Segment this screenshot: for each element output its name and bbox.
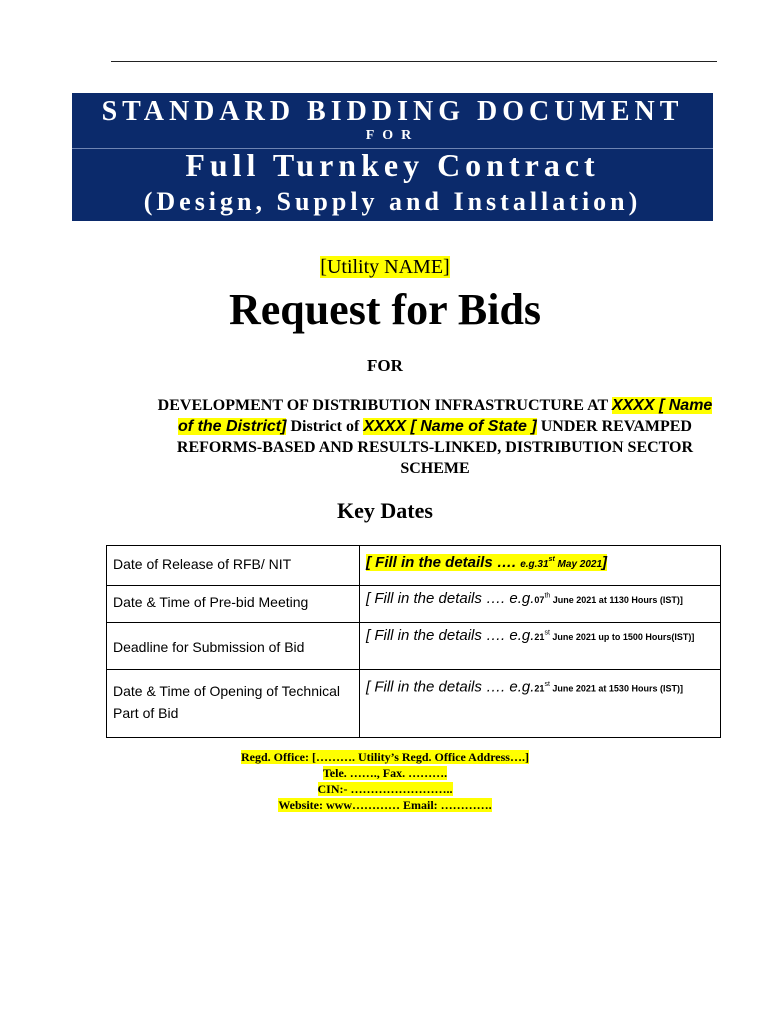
row-label: Date & Time of Opening of Technical Part of Bid [113, 683, 340, 721]
project-description: DEVELOPMENT OF DISTRIBUTION INFRASTRUCTURE AT XXXX [ Name of the District] District of XXXX [ Name of State ] UNDER REVAMPED REFORMS-BASED AND RESULTS-LINKED, DISTRIBUTION SECTOR SCHEME [157, 397, 713, 477]
table-row [107, 546, 721, 586]
row-value: [ Fill in the details …. e.g.21st June 2021 at 1530 Hours (IST)] [366, 678, 683, 696]
office-cin: CIN:- …………………….. [317, 782, 453, 796]
title-banner [72, 93, 713, 221]
office-website-email: Website: www………… Email: …………. [278, 798, 492, 812]
table-row [107, 586, 721, 623]
office-address: Regd. Office: [………. Utility’s Regd. Office Address….] [241, 750, 529, 764]
banner-contract-scope: (Design, Supply and Installation) [143, 187, 642, 216]
row-label: Date of Release of RFB/ NIT [113, 556, 292, 572]
row-value: [ Fill in the details …. e.g.31st May 2021] [366, 554, 608, 571]
table-row [107, 623, 721, 670]
office-phone-fax: Tele. ……., Fax. ………. [322, 766, 448, 780]
registered-office-block [0, 749, 770, 813]
for-label: FOR [367, 356, 403, 375]
document-title: Request for Bids [228, 285, 542, 334]
utility-name: [Utility NAME] [320, 256, 450, 278]
table-row [107, 670, 721, 738]
row-label: Date & Time of Pre-bid Meeting [113, 594, 309, 610]
top-rule [111, 61, 717, 62]
row-label: Deadline for Submission of Bid [113, 639, 305, 655]
key-dates-heading: Key Dates [337, 498, 433, 523]
banner-title: STANDARD BIDDING DOCUMENT [101, 96, 684, 127]
district-placeholder: XXXX [ Name of the District] [178, 397, 713, 435]
banner-contract-type: Full Turnkey Contract [185, 147, 600, 183]
row-value: [ Fill in the details …. e.g.07th June 2021 at 1130 Hours (IST)] [366, 590, 683, 607]
key-dates-table [106, 545, 721, 738]
row-value: [ Fill in the details …. e.g.21st June 2021 up to 1500 Hours(IST)] [366, 627, 695, 644]
banner-for: FOR [365, 128, 420, 143]
state-placeholder: XXXX [ Name of State ] [363, 418, 537, 435]
